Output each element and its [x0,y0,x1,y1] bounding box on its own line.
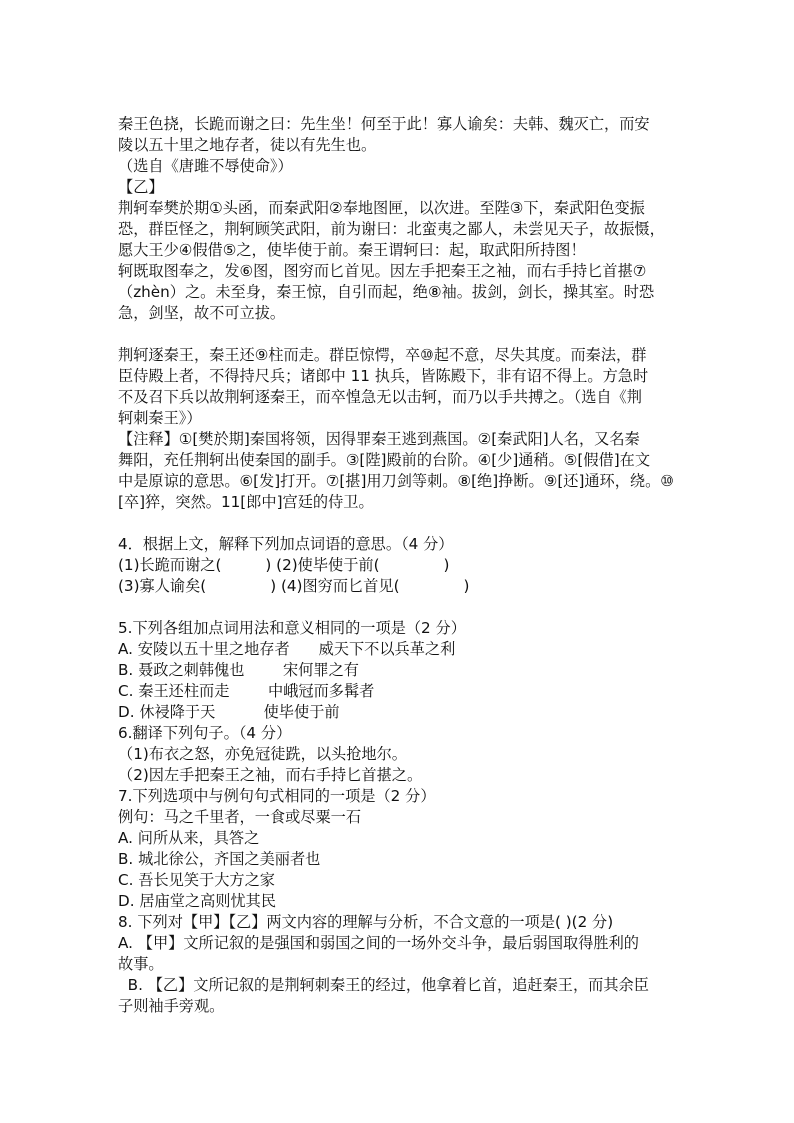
q4-item4: ) (4)图穷而匕首见( [270,577,400,595]
q5-option: B. 聂政之刺韩傀也 宋何罪之有 [118,661,359,679]
passage-b-para3-line: 轲刺秦王》） [118,409,202,427]
q4-row2 [118,576,678,597]
passage-a-line: 陵以五十里之地存者，徒以有先生也。 [118,136,377,154]
q7-option: A. 问所从来，具答之 [118,829,260,847]
passage-b-para2-line: 轲既取图奉之，发⑥图，图穷而匕首见。因左手把秦王之袖，而右手持匕首揕⑦ [118,262,647,280]
q6-item: （2)因左手把秦王之袖，而右手持匕首揕之。 [118,766,423,784]
q5-option: C. 秦王还柱而走 中峨冠而多髯者 [118,682,375,700]
q4-row1 [118,555,678,576]
q7-option: B. 城北徐公，齐国之美丽者也 [118,850,321,868]
notes-line: 【注释】①[樊於期]秦国将领，因得罪秦王逃到燕国。②[秦武阳]人名，又名秦 [118,430,640,448]
passage-a-source: （选自《唐雎不辱使命》） [118,157,293,175]
notes-line: 舞阳，充任荆轲出使秦国的副手。③[陛]殿前的台阶。④[少]通稍。⑤[假借]在文 [118,451,651,469]
q7-option: D. 居庙堂之高则忧其民 [118,892,277,910]
notes-line: [卒]猝，突然。11[郎中]宫廷的侍卫。 [118,493,374,511]
passage-b-heading: 【乙】 [118,178,164,196]
passage-b-para2-line: （zhèn）之。未至身，秦王惊，自引而起，绝⑧袖。拔剑，剑长，操其室。时恐 [118,283,655,301]
q7-stem: 7.下列选项中与例句句式相同的一项是（2 分） [118,787,436,805]
q8-option-b: 子则袖手旁观。 [118,997,225,1015]
passage-b-para2-line: 急，剑坚，故不可立拔。 [118,304,286,322]
passage-b-para3-line: 不及召下兵以故荆轲逐秦王，而卒惶急无以击轲，而乃以手共搏之。（选自《荆 [118,388,642,406]
q8-option-a: 故事。 [118,955,164,973]
q8-option-a: A. 【甲】文所记叙的是强国和弱国之间的一场外交斗争，最后弱国取得胜利的 [118,934,639,952]
q5-option: A. 安陵以五十里之地存者 威天下不以兵革之利 [118,640,456,658]
passage-b-para1-line: 愿大王少④假借⑤之，使毕使于前。秦王谓轲曰：起，取武阳所持图！ [118,241,586,259]
q4-item2: ) (2)使毕使于前( [265,556,380,574]
q4-item3: (3)寡人谕矣( [118,577,207,595]
q4-close: ) [463,577,470,595]
q4-close: ) [443,556,450,574]
q8-option-b: B. 【乙】文所记叙的是荆轲刺秦王的经过，他拿着匕首，追赶秦王，而其余臣 [118,976,649,994]
passage-b-para1-line: 荆轲奉樊於期①头函，而秦武阳②奉地图匣，以次进。至陛③下，秦武阳色变振 [118,199,645,217]
q7-option: C. 吾长见笑于大方之家 [118,871,275,889]
q4-item1: (1)长跪而谢之( [118,556,222,574]
passage-b-para1-line: 恐，群臣怪之，荆轲顾笑武阳，前为谢曰：北蛮夷之鄙人，未尝见天子，故振慑， [118,220,665,238]
passage-a-line: 秦王色挠，长跪而谢之曰：先生坐！何至于此！寡人谕矣：夫韩、魏灭亡，而安 [118,115,650,133]
notes-line: 中是原谅的意思。⑥[发]打开。⑦[揕]用刀剑等刺。⑧[绝]挣断。⑨[还]通环，绕。⑩ [118,472,674,490]
q6-stem: 6.翻译下列句子。（4 分） [118,724,292,742]
q5-stem: 5.下列各组加点词用法和意义相同的一项是（2 分） [118,619,466,637]
q5-option: D. 休祲降于天 使毕使于前 [118,703,340,721]
q4-stem: 4．根据上文，解释下列加点词语的意思。（4 分） [118,535,454,553]
passage-b-para3-line: 臣侍殿上者，不得持尺兵；诸郎中 11 执兵，皆陈殿下，非有诏不得上。方急时 [118,367,649,385]
q7-example: 例句：马之千里者，一食或尽粟一石 [118,808,361,826]
passage-b-para3-line: 荆轲逐秦王，秦王还⑨柱而走。群臣惊愕，卒⑩起不意，尽失其度。而秦法，群 [118,346,647,364]
q8-stem: 8. 下列对【甲】【乙】两文内容的理解与分析，不合文意的一项是( )(2 分) [118,913,614,931]
exam-page [118,114,678,1017]
q6-item: （1)布衣之怒，亦免冠徒跣，以头抢地尔。 [118,745,407,763]
